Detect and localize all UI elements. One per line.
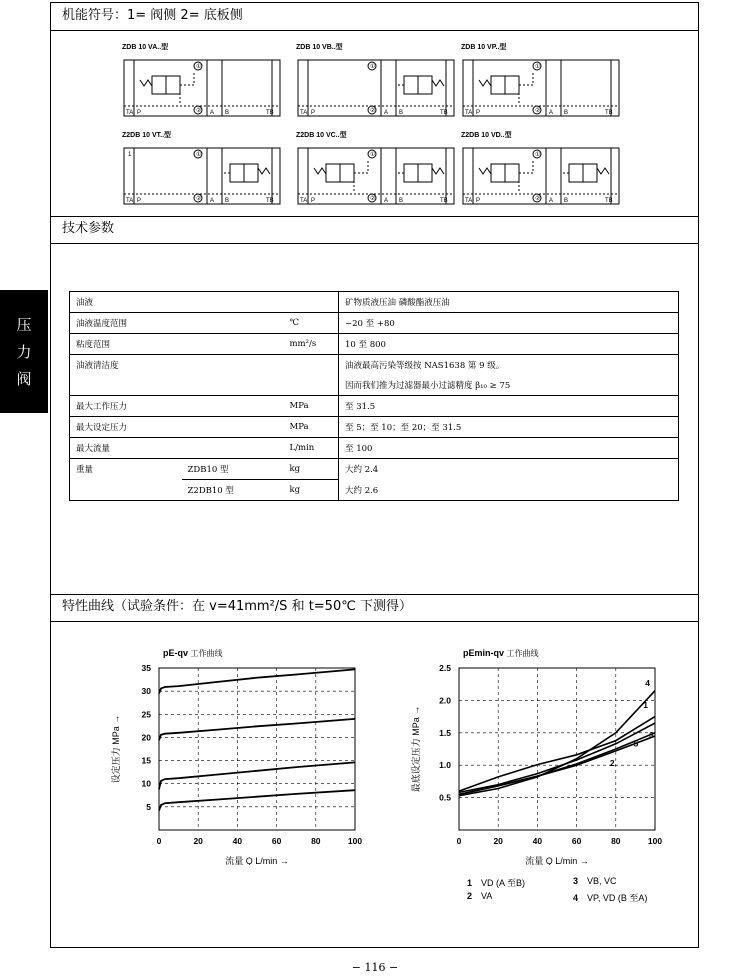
port-p-label: P bbox=[311, 110, 316, 116]
port-ta-label: TA bbox=[300, 110, 308, 116]
y-tick-label: 0.5 bbox=[439, 792, 451, 803]
spec-row bbox=[70, 313, 679, 334]
x-tick-label: 40 bbox=[232, 836, 243, 846]
spec-row bbox=[70, 375, 679, 396]
spec-sub bbox=[182, 313, 284, 334]
valve-symbol bbox=[296, 56, 456, 118]
divider bbox=[50, 594, 699, 595]
port-t-mark: 1 bbox=[128, 152, 132, 158]
series-number-label: 4 bbox=[645, 678, 650, 689]
port-2-label: ② bbox=[535, 108, 541, 114]
port-ta-label: TA bbox=[126, 110, 134, 116]
series-line bbox=[159, 669, 355, 693]
port-1-label: ① bbox=[370, 152, 376, 158]
legend-text: VA bbox=[481, 891, 493, 901]
port-b-label: B bbox=[225, 110, 230, 116]
port-p-label: P bbox=[476, 198, 481, 204]
legend-text: VD (A 至B) bbox=[481, 878, 526, 888]
port-tb-label: TB bbox=[266, 198, 274, 204]
spec-sub: Z2DB10 型 bbox=[182, 480, 284, 501]
series-line bbox=[159, 762, 355, 789]
spec-name: 油液清洁度 bbox=[76, 361, 119, 371]
spec-row bbox=[70, 459, 679, 480]
series-line bbox=[459, 733, 655, 795]
symbol-label: Z2DB 10 VC..型 bbox=[296, 132, 347, 139]
spec-value: 大约 2.4 bbox=[339, 459, 679, 480]
symbol-label: Z2DB 10 VD..型 bbox=[461, 132, 512, 139]
port-ta-label: TA bbox=[300, 198, 308, 204]
legend-number: 1 bbox=[467, 878, 473, 888]
spec-name: 粘度范围 bbox=[76, 340, 111, 350]
spec-row bbox=[70, 417, 679, 438]
y-tick-label: 20 bbox=[141, 732, 151, 743]
spec-unit: L/min bbox=[289, 443, 315, 453]
y-tick-label: 1.0 bbox=[439, 760, 451, 771]
valve-symbol bbox=[122, 144, 282, 206]
y-tick-label: 30 bbox=[141, 686, 151, 697]
valve-body bbox=[463, 60, 619, 116]
divider bbox=[50, 30, 699, 31]
spec-name: 油液温度范围 bbox=[76, 319, 128, 329]
spec-sub: ZDB10 型 bbox=[187, 465, 229, 475]
page-number: − 116 − bbox=[351, 961, 399, 974]
port-p-label: P bbox=[476, 110, 481, 116]
valve-body bbox=[298, 60, 454, 116]
side-tab-char: 阀 bbox=[16, 370, 32, 388]
port-a-label: A bbox=[210, 198, 215, 204]
spec-unit bbox=[284, 375, 339, 396]
spec-row bbox=[70, 396, 679, 417]
y-axis-label: 最底设定压力 MPa → bbox=[411, 705, 421, 793]
port-ta-label: TA bbox=[126, 198, 134, 204]
x-axis-label: 流量 Q L/min → bbox=[225, 856, 289, 865]
port-b-label: B bbox=[225, 198, 230, 204]
port-p-label: P bbox=[311, 198, 316, 204]
spec-row bbox=[70, 438, 679, 459]
x-tick-label: 80 bbox=[611, 836, 621, 846]
legend-text: VP, VD (B 至A) bbox=[587, 893, 648, 903]
spec-value: 因而我们推为过滤器最小过滤精度 β₁₀ ≥ 75 bbox=[339, 375, 679, 396]
port-ta-label: TA bbox=[465, 110, 473, 116]
plot-frame bbox=[159, 668, 355, 830]
chart-title: pE-qv 工作曲线 bbox=[163, 648, 223, 658]
series-number-label: 2 bbox=[609, 757, 615, 768]
spec-sub bbox=[182, 355, 284, 376]
port-a-label: A bbox=[549, 110, 554, 116]
y-tick-label: 2.5 bbox=[439, 663, 451, 673]
x-tick-label: 20 bbox=[193, 836, 203, 846]
symbol-label: ZDB 10 VP..型 bbox=[461, 44, 507, 51]
series-number-label: 1 bbox=[643, 700, 648, 711]
spec-row bbox=[70, 334, 679, 355]
series-line bbox=[159, 719, 355, 740]
port-ta-label: TA bbox=[465, 198, 473, 204]
valve-body bbox=[298, 148, 454, 204]
series-number-label: 5 bbox=[633, 738, 639, 749]
port-a-label: A bbox=[384, 110, 389, 116]
symbol-label: Z2DB 10 VT..型 bbox=[122, 132, 172, 139]
spec-table bbox=[69, 291, 679, 501]
spec-value: 至 5；至 10；至 20；至 31.5 bbox=[339, 417, 679, 438]
x-tick-label: 60 bbox=[571, 836, 582, 846]
y-tick-label: 25 bbox=[141, 709, 151, 720]
series-line bbox=[459, 717, 655, 792]
spec-sub bbox=[182, 438, 284, 459]
valve-body bbox=[124, 60, 280, 116]
spec-name: 最大流量 bbox=[76, 444, 111, 454]
port-b-label: B bbox=[399, 198, 404, 204]
series-line bbox=[159, 790, 355, 810]
port-1-label: ① bbox=[196, 64, 202, 70]
spec-row bbox=[70, 480, 679, 501]
port-1-label: ① bbox=[535, 152, 541, 158]
pe-qv-chart bbox=[105, 640, 375, 865]
x-tick-label: 100 bbox=[647, 836, 663, 846]
spec-sub bbox=[182, 396, 284, 417]
port-1-label: ① bbox=[196, 152, 202, 158]
legend-item bbox=[467, 876, 525, 889]
legend-text: VB, VC bbox=[587, 876, 617, 886]
side-tab-char: 力 bbox=[16, 343, 32, 361]
y-axis-label: 设定压力 MPa → bbox=[111, 714, 121, 784]
spec-value: 大约 2.6 bbox=[339, 480, 679, 501]
port-tb-label: TB bbox=[605, 110, 613, 116]
spec-value: 至 31.5 bbox=[339, 396, 679, 417]
spec-name: 最大工作压力 bbox=[76, 402, 128, 412]
spec-unit: kg bbox=[289, 464, 301, 474]
port-2-label: ② bbox=[196, 108, 202, 114]
port-p-label: P bbox=[137, 198, 142, 204]
spec-sub bbox=[182, 334, 284, 355]
valve-body bbox=[124, 148, 280, 204]
spec-value: 10 至 800 bbox=[339, 334, 679, 355]
spec-row bbox=[70, 292, 679, 313]
spec-unit: mm²/s bbox=[289, 339, 317, 349]
port-b-label: B bbox=[399, 110, 404, 116]
port-1-label: ① bbox=[535, 64, 541, 70]
spec-sub bbox=[182, 417, 284, 438]
port-b-label: B bbox=[564, 110, 569, 116]
spec-value: 油液最高污染等级按 NAS1638 第 9 级。 bbox=[339, 355, 679, 376]
spec-unit bbox=[284, 292, 339, 313]
divider bbox=[50, 216, 699, 217]
spec-name bbox=[70, 375, 182, 396]
spec-sub bbox=[182, 375, 284, 396]
valve-symbol bbox=[461, 144, 621, 206]
valve-symbol bbox=[122, 56, 282, 118]
spec-unit: MPa bbox=[289, 401, 309, 411]
spec-value: 矿物质液压油 磷酸酯液压油 bbox=[339, 292, 679, 313]
legend-number: 3 bbox=[573, 876, 579, 886]
port-tb-label: TB bbox=[266, 110, 274, 116]
divider bbox=[50, 621, 699, 622]
port-tb-label: TB bbox=[440, 198, 448, 204]
spec-unit: MPa bbox=[289, 422, 309, 432]
y-tick-label: 10 bbox=[141, 778, 151, 789]
x-tick-label: 0 bbox=[156, 836, 162, 846]
spec-name: 重量 bbox=[76, 465, 94, 476]
spec-unit bbox=[284, 355, 339, 376]
y-tick-label: 15 bbox=[141, 755, 151, 766]
divider bbox=[50, 243, 699, 244]
x-axis-label: 流量 Q L/min → bbox=[525, 856, 589, 865]
spec-sub bbox=[182, 292, 284, 313]
spec-unit: ℃ bbox=[289, 318, 300, 328]
symbol-label: ZDB 10 VB..型 bbox=[296, 44, 343, 51]
port-b-label: B bbox=[564, 198, 569, 204]
x-tick-label: 100 bbox=[347, 836, 363, 846]
valve-body bbox=[463, 148, 619, 204]
spec-value: −20 至 +80 bbox=[339, 313, 679, 334]
valve-symbol bbox=[296, 144, 456, 206]
y-tick-label: 2.0 bbox=[439, 695, 451, 706]
port-2-label: ② bbox=[196, 196, 202, 202]
port-tb-label: TB bbox=[440, 110, 448, 116]
port-2-label: ② bbox=[370, 196, 376, 202]
pemin-qv-chart bbox=[405, 640, 675, 865]
x-tick-label: 20 bbox=[493, 836, 503, 846]
port-tb-label: TB bbox=[605, 198, 613, 204]
y-tick-label: 5 bbox=[146, 801, 151, 812]
spec-row bbox=[70, 355, 679, 376]
port-2-label: ② bbox=[370, 108, 376, 114]
curves-section-title: 特性曲线（试验条件：在 v=41mm²/S 和 t=50℃ 下测得） bbox=[62, 599, 412, 614]
side-tab-char: 压 bbox=[16, 316, 32, 334]
port-p-label: P bbox=[137, 110, 142, 116]
legend-number: 2 bbox=[467, 891, 473, 901]
x-tick-label: 40 bbox=[532, 836, 543, 846]
spec-name: 油液 bbox=[76, 298, 94, 308]
spec-name: 最大设定压力 bbox=[76, 423, 128, 433]
plot-frame bbox=[459, 668, 655, 830]
side-tab bbox=[0, 290, 48, 413]
series-line bbox=[459, 723, 655, 792]
legend-item bbox=[573, 891, 647, 904]
port-a-label: A bbox=[549, 198, 554, 204]
x-tick-label: 0 bbox=[456, 836, 462, 846]
x-tick-label: 80 bbox=[311, 836, 321, 846]
spec-unit: kg bbox=[284, 480, 339, 501]
valve-symbol bbox=[461, 56, 621, 118]
port-2-label: ② bbox=[535, 196, 541, 202]
legend-number: 4 bbox=[573, 893, 579, 903]
spec-name bbox=[70, 480, 182, 501]
symbol-label: ZDB 10 VA..型 bbox=[122, 44, 169, 51]
y-tick-label: 35 bbox=[141, 663, 151, 673]
x-tick-label: 60 bbox=[271, 836, 282, 846]
legend-item bbox=[467, 891, 492, 901]
chart-title: pEmin-qv 工作曲线 bbox=[463, 648, 539, 658]
tech-section-title: 技术参数 bbox=[62, 221, 115, 236]
port-1-label: ① bbox=[370, 64, 376, 70]
y-tick-label: 1.5 bbox=[439, 727, 451, 738]
port-a-label: A bbox=[384, 198, 389, 204]
spec-value: 至 100 bbox=[339, 438, 679, 459]
symbols-section-title: 机能符号：1= 阀侧 2= 底板侧 bbox=[62, 8, 243, 23]
port-a-label: A bbox=[210, 110, 215, 116]
legend-item bbox=[573, 876, 617, 886]
series-number-label: 3 bbox=[649, 729, 654, 740]
